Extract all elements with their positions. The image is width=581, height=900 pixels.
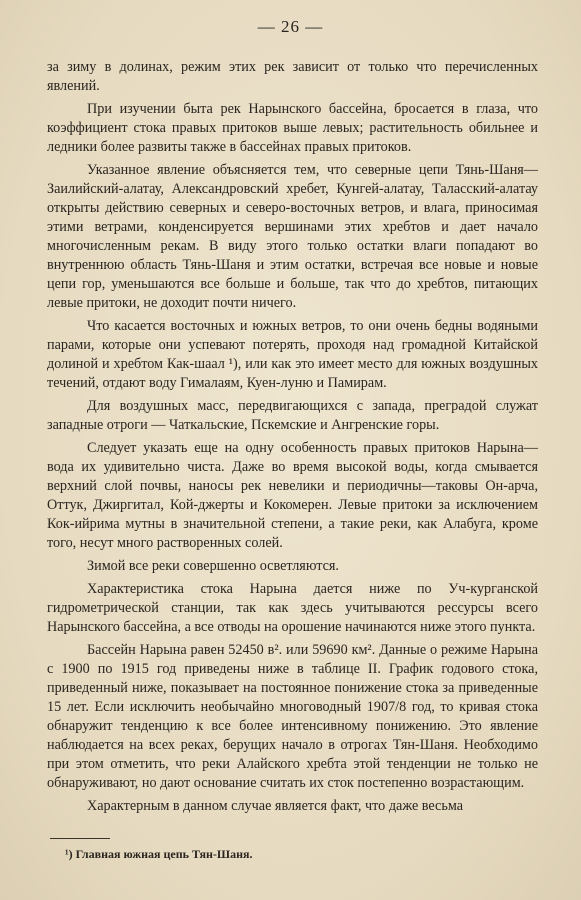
paragraph-7: Зимой все реки совершенно осветляются.: [87, 558, 339, 574]
paragraph-8: Характеристика стока Нарына дается ниже по Уч-курганской гидрометрической станции, так как здесь учитываются рессурсы всего Нарынского бассейна, а все отводы на орошение начинаются ниже этого пункта.: [47, 581, 538, 635]
paragraph-3: Указанное явление объясняется тем, что северные цепи Тянь-Шаня—Заилийский-алатау, Александровский хребет, Кунгей-алатау, Таласский-алатау открыты действию северных и северо-восточных ветров, и влага, приносимая этими ветрами, конденсируется вершинами этих хребтов и дает начало многочисленным рекам. В виду этого только остатки влаги попадают во внутреннюю область Тянь-Шаня и этим остатки, встречая все новые и новые цепи гор, уменьшаются все больше и больше, так что до хребтов, питающих левые притоки, не доходит почти ничего.: [47, 162, 538, 311]
page-number: — 26 —: [257, 17, 324, 36]
paragraph-5: Для воздушных масс, передвигающихся с запада, преградой служат западные отроги — Чаткальские, Пскемские и Ангренские горы.: [47, 398, 538, 433]
paragraph-1: за зиму в долинах, режим этих рек зависит от только что перечисленных явлений.: [47, 59, 538, 94]
paragraph-6: Следует указать еще на одну особенность правых притоков Нарына—вода их удивительно чиста. Даже во время высокой воды, когда смывается верхний слой почвы, наносы рек невелики и периодичны—таковы Он-арча, Оттук, Джиргитал, Кой-джерты и Кокомерен. Левые притоки за исключением Кок-ийрима мутны в значительной степени, а такие реки, как Алабуга, кроме того, несут много растворенных солей.: [47, 440, 538, 551]
paragraph-9: Бассейн Нарына равен 52450 в². или 59690 км². Данные о режиме Нарына с 1900 по 1915 год приведены ниже в таблице II. График годового стока, приведенный ниже, показывает на постоянное понижение стока за приведенные 15 лет. Если исключить необычайно многоводный 1907/8 год, то кривая стока обнаружит тенденцию к все более интенсивному понижению. Это явление наблюдается на всех реках, берущих начало в отрогах Тян-Шаня. Необходимо при этом отметить, что реки Алайского хребта этой тенденции не только не обнаруживают, но дают основание считать их сток постепенно возрастающим.: [47, 642, 538, 791]
footnote-divider: [50, 838, 110, 839]
body-text: [47, 58, 538, 816]
paragraph-10: Характерным в данном случае является факт, что даже весьма: [87, 798, 464, 814]
paragraph-2: При изучении быта рек Нарынского бассейна, бросается в глаза, что коэффициент стока правых притоков выше левых; растительность обильнее и ледники более развиты также в бассейнах правых притоков.: [47, 101, 538, 155]
footnote: ¹) Главная южная цепь Тян-Шаня.: [65, 847, 253, 861]
paragraph-4: Что касается восточных и южных ветров, то они очень бедны водяными парами, которые они успевают потерять, проходя над громадной Китайской долиной и хребтом Как-шаал ¹), или как это имеет место для южных воздушных течений, отдают воду Гималаям, Куен-луню и Памирам.: [47, 318, 538, 391]
